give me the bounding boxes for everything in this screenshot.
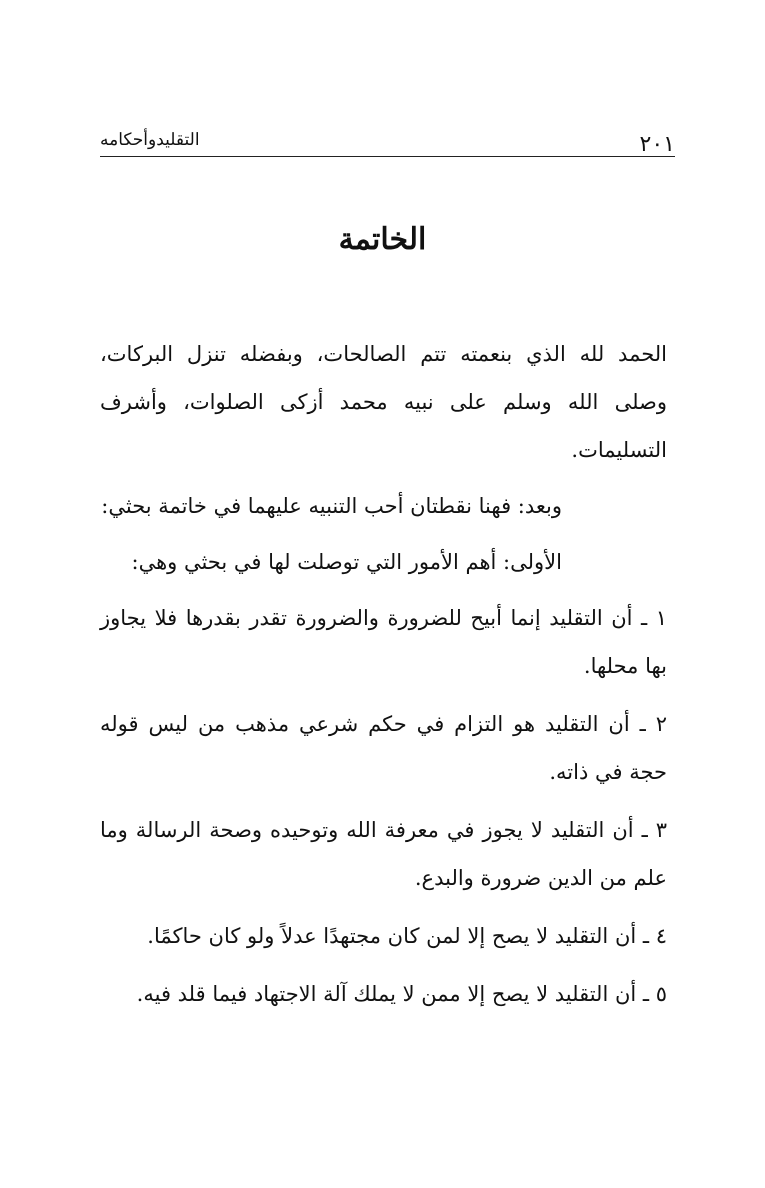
list-item: ١ ـ أن التقليد إنما أبيح للضرورة والضرورة تقدر بقدرها فلا يجاوز بها محلها. — [100, 606, 667, 678]
list-item: ٤ ـ أن التقليد لا يصح إلا لمن كان مجتهدًا عدلاً ولو كان حاكمًا. — [147, 924, 667, 948]
page-number: ٢٠١ — [639, 132, 675, 157]
list-item: ٣ ـ أن التقليد لا يجوز في معرفة الله وتوحيده وصحة الرسالة وما علم من الدين ضرورة والبدع. — [100, 818, 667, 890]
list-item: ٢ ـ أن التقليد هو التزام في حكم شرعي مذهب من ليس قوله حجة في ذاته. — [100, 712, 667, 784]
list-item: ٥ ـ أن التقليد لا يصح إلا ممن لا يملك آلة الاجتهاد فيما قلد فيه. — [136, 982, 667, 1006]
body-text — [100, 330, 667, 1018]
running-head — [100, 128, 675, 158]
chapter-title: الخاتمة — [338, 222, 427, 257]
header-rule — [100, 156, 675, 157]
opening-paragraph: الحمد لله الذي بنعمته تتم الصالحات، وبفضله تنزل البركات، وصلى الله وسلم على نبيه محمد أزكى الصلوات، وأشرف التسليمات. — [100, 342, 667, 462]
book-title: التقليدوأحكامه — [100, 130, 200, 150]
intro-paragraph: وبعد: فهنا نقطتان أحب التنبيه عليهما في خاتمة بحثي: — [101, 494, 562, 518]
first-point-heading: الأولى: أهم الأمور التي توصلت لها في بحثي وهي: — [131, 550, 562, 574]
